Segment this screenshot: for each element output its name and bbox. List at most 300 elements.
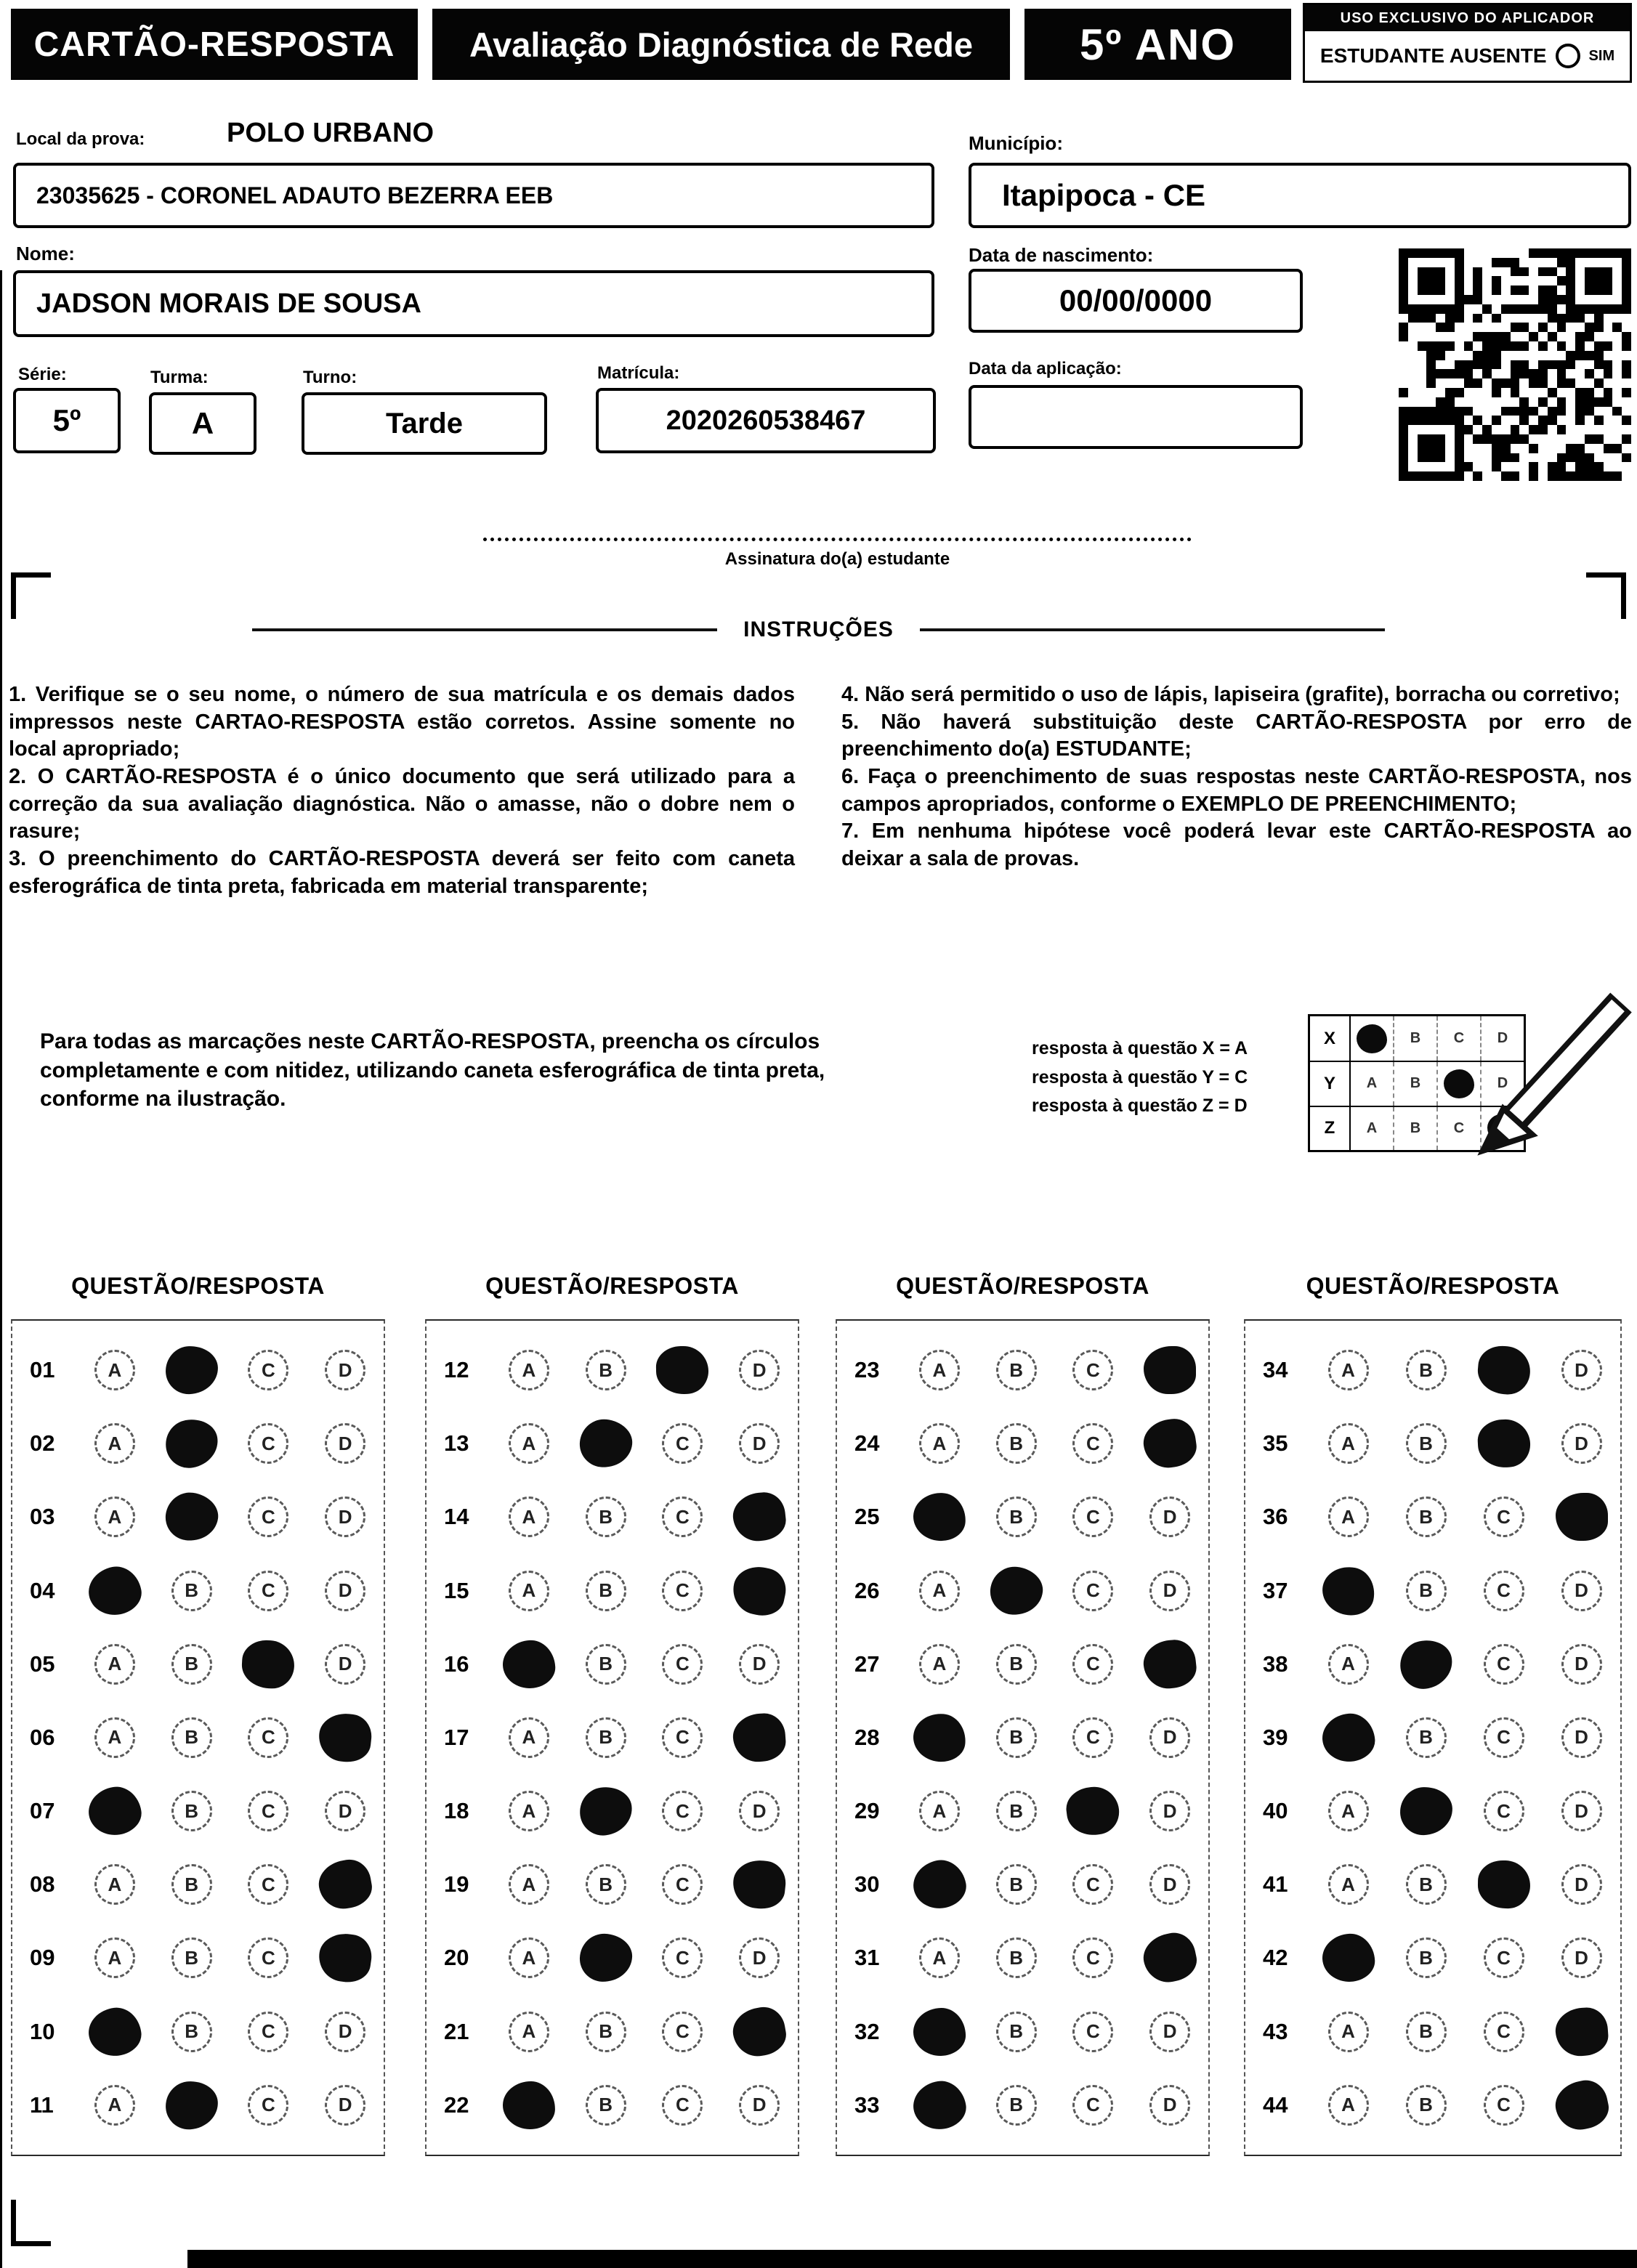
- bubble-b[interactable]: B: [171, 1864, 212, 1905]
- bubble-c[interactable]: C: [662, 1497, 703, 1537]
- option-cell-b: [567, 1717, 644, 1758]
- bubble-c[interactable]: C: [1072, 1937, 1113, 1978]
- bubble-d[interactable]: D: [325, 1350, 365, 1390]
- filled-mark-a[interactable]: [1321, 1933, 1375, 1984]
- option-cell-b: [1387, 1423, 1465, 1464]
- option-cell-d: [307, 1350, 384, 1390]
- bubble-a[interactable]: A: [94, 1644, 135, 1685]
- bubble-c[interactable]: C: [662, 1937, 703, 1978]
- option-cell-d: [721, 1644, 798, 1685]
- bubble-d[interactable]: D: [739, 1423, 780, 1464]
- bubble-b[interactable]: B: [996, 2012, 1037, 2052]
- filled-mark-a[interactable]: [501, 1639, 556, 1690]
- data-aplicacao-field[interactable]: [969, 385, 1303, 449]
- question-number: 22: [444, 2091, 469, 2118]
- bubble-c[interactable]: C: [248, 1350, 288, 1390]
- bubble-c[interactable]: C: [662, 1791, 703, 1831]
- question-number: 15: [444, 1577, 469, 1603]
- bubble-b[interactable]: B: [996, 1350, 1037, 1390]
- bubble-b[interactable]: B: [586, 1350, 626, 1390]
- bubble-b[interactable]: B: [171, 1571, 212, 1611]
- bubble-d[interactable]: D: [325, 2012, 365, 2052]
- option-cell-b: [978, 1350, 1055, 1390]
- bubble-d[interactable]: D: [325, 1571, 365, 1611]
- answers-column-header-1: QUESTÃO/RESPOSTA: [71, 1273, 325, 1299]
- option-cell-a: [490, 1423, 567, 1464]
- bubble-a[interactable]: A: [94, 1937, 135, 1978]
- bubble-c[interactable]: C: [1484, 1717, 1524, 1758]
- bubble-a[interactable]: A: [1328, 1791, 1369, 1831]
- bubble-a[interactable]: A: [509, 1791, 549, 1831]
- filled-mark-d[interactable]: [315, 1857, 375, 1913]
- question-number: 21: [444, 2018, 469, 2044]
- option-cell-b: [567, 1934, 644, 1982]
- bubble-b[interactable]: B: [586, 1864, 626, 1905]
- question-number: 44: [1263, 2091, 1288, 2118]
- bubble-d[interactable]: D: [1561, 1644, 1602, 1685]
- option-cell-a: [490, 2081, 567, 2129]
- bubble-d[interactable]: D: [1561, 1791, 1602, 1831]
- bubble-a[interactable]: A: [94, 1350, 135, 1390]
- option-cell-b: [1387, 2012, 1465, 2052]
- answers-column-header-2: QUESTÃO/RESPOSTA: [485, 1273, 739, 1299]
- question-number: 11: [30, 2091, 54, 2118]
- option-cell-b: [153, 1644, 230, 1685]
- filled-mark-c[interactable]: [241, 1639, 296, 1690]
- answer-row: [837, 2008, 1208, 2056]
- option-cell-b: [567, 2012, 644, 2052]
- bubble-b[interactable]: B: [1406, 1497, 1447, 1537]
- answer-row: [1245, 1860, 1620, 1908]
- option-cell-d: [721, 2008, 798, 2056]
- option-cell-a: [1309, 1934, 1387, 1982]
- bubble-c[interactable]: C: [1072, 2012, 1113, 2052]
- filled-mark-b[interactable]: [163, 2079, 219, 2131]
- bubble-b[interactable]: B: [996, 1644, 1037, 1685]
- nome-label: Nome:: [16, 243, 75, 264]
- bubble-b[interactable]: B: [996, 1423, 1037, 1464]
- bubble-a[interactable]: A: [1328, 2085, 1369, 2126]
- bubble-c[interactable]: C: [1484, 2085, 1524, 2126]
- option-cell-a: [76, 1497, 153, 1537]
- filled-mark-d[interactable]: [1139, 1929, 1200, 1988]
- option-cell-d: [721, 1714, 798, 1762]
- bubble-b[interactable]: B: [586, 1717, 626, 1758]
- bubble-c[interactable]: C: [1484, 1497, 1524, 1537]
- filled-mark-d[interactable]: [731, 1491, 788, 1544]
- option-cell-a: [76, 1717, 153, 1758]
- filled-mark-d[interactable]: [1141, 1637, 1199, 1690]
- option-cell-a: [1309, 1791, 1387, 1831]
- option-cell-b: [978, 1644, 1055, 1685]
- bubble-c[interactable]: C: [1072, 2085, 1113, 2126]
- question-number: 19: [444, 1871, 469, 1898]
- bubble-a[interactable]: A: [509, 1423, 549, 1464]
- option-cell-c: [1055, 1571, 1132, 1611]
- bubble-c[interactable]: C: [662, 1571, 703, 1611]
- bubble-c[interactable]: C: [248, 1423, 288, 1464]
- bubble-b[interactable]: B: [586, 2085, 626, 2126]
- answer-row: [1245, 2008, 1620, 2056]
- filled-mark-c[interactable]: [1476, 1344, 1532, 1396]
- bubble-a[interactable]: A: [509, 1497, 549, 1537]
- legend-line-y: resposta à questão Y = C: [1032, 1066, 1248, 1088]
- question-number: 25: [854, 1504, 880, 1530]
- option-cell-a: [901, 1350, 978, 1390]
- bubble-b[interactable]: B: [586, 1644, 626, 1685]
- option-cell-a: [490, 1864, 567, 1905]
- option-cell-a: [901, 2081, 978, 2129]
- answer-row: [837, 1640, 1208, 1688]
- bubble-c[interactable]: C: [1484, 1644, 1524, 1685]
- bubble-b[interactable]: B: [171, 1717, 212, 1758]
- bubble-a[interactable]: A: [1328, 1423, 1369, 1464]
- filled-mark-a[interactable]: [912, 1492, 966, 1543]
- option-cell-d: [1131, 1791, 1208, 1831]
- filled-mark-b[interactable]: [987, 1564, 1045, 1617]
- bubble-d[interactable]: D: [1149, 1791, 1190, 1831]
- bubble-b[interactable]: B: [586, 1497, 626, 1537]
- bubble-b[interactable]: B: [171, 2012, 212, 2052]
- heading-rule-right: [920, 628, 1385, 631]
- filled-mark-d[interactable]: [732, 1712, 787, 1764]
- bubble-a[interactable]: A: [509, 1571, 549, 1611]
- option-cell-c: [1055, 2012, 1132, 2052]
- filled-mark-b[interactable]: [164, 1345, 218, 1395]
- filled-mark-d[interactable]: [1556, 1493, 1608, 1541]
- question-number: 34: [1263, 1357, 1288, 1383]
- option-cell-d: [307, 1791, 384, 1831]
- option-cell-a: [76, 1937, 153, 1978]
- option-cell-b: [153, 1346, 230, 1394]
- option-cell-a: [901, 1714, 978, 1762]
- answer-row: [1245, 1787, 1620, 1835]
- example-cell-c: C: [1436, 1016, 1480, 1061]
- bubble-b[interactable]: B: [996, 1717, 1037, 1758]
- filled-mark-c[interactable]: [656, 1346, 709, 1395]
- filled-mark-a[interactable]: [1320, 1712, 1376, 1764]
- bubble-c[interactable]: C: [1072, 1644, 1113, 1685]
- filled-mark-a[interactable]: [911, 1712, 967, 1764]
- bubble-c[interactable]: C: [662, 1717, 703, 1758]
- bubble-a[interactable]: A: [1328, 1864, 1369, 1905]
- bubble-c[interactable]: C: [1072, 1571, 1113, 1611]
- question-number: 07: [30, 1798, 55, 1824]
- option-cell-a: [901, 1493, 978, 1541]
- bubble-b[interactable]: B: [1406, 1571, 1447, 1611]
- bubble-d[interactable]: D: [1149, 1571, 1190, 1611]
- option-cell-c: [1465, 2085, 1543, 2126]
- filled-mark-a[interactable]: [84, 1562, 145, 1619]
- filled-mark-d[interactable]: [1141, 1417, 1199, 1471]
- bubble-c[interactable]: C: [248, 2012, 288, 2052]
- option-cell-b: [1387, 1864, 1465, 1905]
- aplicador-box: [1303, 3, 1632, 83]
- bubble-b[interactable]: B: [1406, 2085, 1447, 2126]
- answer-row: [1245, 1493, 1620, 1541]
- bubble-d[interactable]: D: [325, 1644, 365, 1685]
- bubble-b[interactable]: B: [996, 1791, 1037, 1831]
- bubble-c[interactable]: C: [1484, 1571, 1524, 1611]
- bubble-a[interactable]: A: [94, 2085, 135, 2126]
- answer-row: [427, 1640, 798, 1688]
- bubble-b[interactable]: B: [1406, 1937, 1447, 1978]
- option-cell-b: [567, 1497, 644, 1537]
- option-cell-a: [76, 1350, 153, 1390]
- option-cell-d: [307, 1423, 384, 1464]
- option-cell-c: [230, 1640, 307, 1688]
- bubble-d[interactable]: D: [325, 1791, 365, 1831]
- question-number: 06: [30, 1724, 55, 1750]
- filled-mark-d[interactable]: [316, 1931, 374, 1985]
- bubble-b[interactable]: B: [171, 1644, 212, 1685]
- bubble-c[interactable]: C: [248, 1717, 288, 1758]
- filled-mark-b[interactable]: [577, 1417, 634, 1470]
- filled-mark-c[interactable]: [1064, 1784, 1123, 1838]
- filled-mark-d[interactable]: [729, 2004, 789, 2060]
- bubble-d[interactable]: D: [739, 1791, 780, 1831]
- bubble-c[interactable]: C: [662, 1423, 703, 1464]
- option-cell-a: [1309, 2012, 1387, 2052]
- example-cell-b: B: [1393, 1107, 1436, 1150]
- option-cell-a: [901, 1644, 978, 1685]
- filled-mark-b[interactable]: [161, 1416, 221, 1473]
- answer-row: [12, 1714, 384, 1762]
- question-number: 16: [444, 1651, 469, 1677]
- filled-mark-a[interactable]: [910, 2077, 969, 2132]
- bubble-a[interactable]: A: [919, 1350, 960, 1390]
- option-cell-a: [1309, 1644, 1387, 1685]
- signature-line[interactable]: [483, 538, 1192, 541]
- bubble-b[interactable]: B: [1406, 1350, 1447, 1390]
- bubble-c[interactable]: C: [662, 1864, 703, 1905]
- question-number: 30: [854, 1871, 880, 1898]
- bubble-d[interactable]: D: [1561, 1717, 1602, 1758]
- bubble-c[interactable]: C: [1072, 1717, 1113, 1758]
- filled-mark-d[interactable]: [731, 1858, 788, 1911]
- matricula-field: 2020260538467: [596, 388, 936, 453]
- bubble-b[interactable]: B: [586, 2012, 626, 2052]
- question-number: 27: [854, 1651, 880, 1677]
- bubble-d[interactable]: D: [1561, 1571, 1602, 1611]
- bubble-d[interactable]: D: [1561, 1350, 1602, 1390]
- question-number: 02: [30, 1430, 55, 1457]
- bubble-b[interactable]: B: [996, 1497, 1037, 1537]
- bubble-a[interactable]: A: [94, 1423, 135, 1464]
- question-number: 03: [30, 1504, 55, 1530]
- crop-mark-top-right: [1586, 572, 1626, 619]
- option-cell-c: [230, 2085, 307, 2126]
- bubble-d[interactable]: D: [1149, 1717, 1190, 1758]
- filled-mark-a[interactable]: [1318, 1562, 1378, 1619]
- option-cell-b: [978, 1937, 1055, 1978]
- bubble-c[interactable]: C: [662, 1644, 703, 1685]
- option-cell-c: [1465, 1937, 1543, 1978]
- bubble-b[interactable]: B: [1406, 2012, 1447, 2052]
- option-cell-b: [153, 1791, 230, 1831]
- bubble-c[interactable]: C: [1072, 1423, 1113, 1464]
- ausente-checkbox-circle[interactable]: [1556, 44, 1580, 68]
- bubble-a[interactable]: A: [509, 1937, 549, 1978]
- bubble-c[interactable]: C: [1072, 1497, 1113, 1537]
- option-cell-d: [1131, 1864, 1208, 1905]
- instruction-item-7: 7. Em nenhuma hipótese você poderá levar este CARTÃO-RESPOSTA ao deixar a sala de provas.: [841, 819, 1632, 871]
- option-cell-b: [567, 1350, 644, 1390]
- heading-rule-left: [252, 628, 717, 631]
- bubble-b[interactable]: B: [586, 1571, 626, 1611]
- answers-column-1: [11, 1319, 385, 2156]
- bubble-c[interactable]: C: [1484, 1937, 1524, 1978]
- filled-mark-b[interactable]: [1399, 1786, 1452, 1836]
- example-cell-a: A: [1349, 1107, 1393, 1150]
- bubble-c[interactable]: C: [248, 1497, 288, 1537]
- question-number: 01: [30, 1357, 55, 1383]
- bubble-d[interactable]: D: [739, 1350, 780, 1390]
- crop-mark-bottom-left: [11, 2200, 51, 2246]
- filled-mark-a[interactable]: [909, 1856, 969, 1913]
- filled-mark-a[interactable]: [85, 1783, 144, 1839]
- ausente-row: [1305, 31, 1630, 81]
- question-number: 37: [1263, 1577, 1288, 1603]
- bubble-c[interactable]: C: [248, 2085, 288, 2126]
- bubble-d[interactable]: D: [325, 2085, 365, 2126]
- question-number: 40: [1263, 1798, 1288, 1824]
- option-cell-b: [567, 1571, 644, 1611]
- filled-mark-d[interactable]: [1551, 2076, 1612, 2134]
- bubble-c[interactable]: C: [248, 1864, 288, 1905]
- filled-mark-c[interactable]: [1476, 1418, 1531, 1469]
- bubble-a[interactable]: A: [509, 1350, 549, 1390]
- bubble-c[interactable]: C: [1072, 1350, 1113, 1390]
- option-cell-c: [644, 1346, 722, 1394]
- bubble-d[interactable]: D: [1561, 1864, 1602, 1905]
- option-cell-b: [978, 1864, 1055, 1905]
- option-cell-c: [230, 1937, 307, 1978]
- bubble-a[interactable]: A: [1328, 1644, 1369, 1685]
- filled-mark-d[interactable]: [1144, 1346, 1196, 1394]
- bubble-a[interactable]: A: [94, 1497, 135, 1537]
- option-cell-b: [153, 1571, 230, 1611]
- filled-mark-b[interactable]: [576, 1783, 634, 1838]
- bubble-d[interactable]: D: [1149, 1497, 1190, 1537]
- question-number: 05: [30, 1651, 55, 1677]
- bubble-d[interactable]: D: [1149, 2012, 1190, 2052]
- bubble-a[interactable]: A: [94, 1864, 135, 1905]
- filled-mark-b[interactable]: [578, 1933, 632, 1983]
- option-cell-d: [1543, 1423, 1620, 1464]
- bubble-c[interactable]: C: [662, 2085, 703, 2126]
- bubble-b[interactable]: B: [1406, 1423, 1447, 1464]
- bubble-b[interactable]: B: [996, 1937, 1037, 1978]
- bubble-d[interactable]: D: [325, 1423, 365, 1464]
- bubble-d[interactable]: D: [1561, 1937, 1602, 1978]
- bubble-d[interactable]: D: [739, 1644, 780, 1685]
- filled-mark-b[interactable]: [1395, 1635, 1456, 1693]
- bubble-d[interactable]: D: [739, 1937, 780, 1978]
- local-da-prova-label: Local da prova:: [16, 129, 145, 149]
- bubble-c[interactable]: C: [248, 1937, 288, 1978]
- bubble-a[interactable]: A: [919, 1423, 960, 1464]
- bubble-a[interactable]: A: [919, 1791, 960, 1831]
- filled-mark-d[interactable]: [317, 1711, 374, 1764]
- bubble-d[interactable]: D: [1149, 2085, 1190, 2126]
- bubble-a[interactable]: A: [509, 1717, 549, 1758]
- bubble-b[interactable]: B: [171, 1791, 212, 1831]
- option-cell-b: [1387, 2085, 1465, 2126]
- option-cell-d: [1131, 1717, 1208, 1758]
- bubble-a[interactable]: A: [94, 1717, 135, 1758]
- qr-code: [1399, 248, 1631, 481]
- bubble-d[interactable]: D: [1149, 1864, 1190, 1905]
- filled-mark-a[interactable]: [913, 2007, 966, 2056]
- bubble-c[interactable]: C: [248, 1571, 288, 1611]
- bubble-a[interactable]: A: [509, 2012, 549, 2052]
- scan-edge-line: [0, 270, 2, 2268]
- bubble-b[interactable]: B: [171, 1937, 212, 1978]
- option-cell-a: [490, 1937, 567, 1978]
- option-cell-b: [567, 2085, 644, 2126]
- question-number: 28: [854, 1724, 880, 1750]
- answer-row: [12, 2008, 384, 2056]
- answer-row: [12, 1787, 384, 1835]
- answers-column-header-4: QUESTÃO/RESPOSTA: [1306, 1273, 1560, 1299]
- option-cell-c: [1465, 1644, 1543, 1685]
- answer-row: [427, 1714, 798, 1762]
- bubble-c[interactable]: C: [1484, 2012, 1524, 2052]
- option-cell-c: [1465, 1419, 1543, 1467]
- signature-label: Assinatura do(a) estudante: [724, 549, 950, 569]
- filled-mark-d[interactable]: [1553, 2006, 1609, 2057]
- filled-mark-c[interactable]: [1477, 1860, 1530, 1909]
- data-nascimento-field: 00/00/0000: [969, 269, 1303, 333]
- bubble-c[interactable]: C: [248, 1791, 288, 1831]
- bubble-d[interactable]: D: [739, 2085, 780, 2126]
- bubble-b[interactable]: B: [996, 1864, 1037, 1905]
- bubble-b[interactable]: B: [1406, 1864, 1447, 1905]
- filled-mark-d[interactable]: [729, 1562, 790, 1620]
- filled-mark-b[interactable]: [162, 1490, 220, 1544]
- bubble-c[interactable]: C: [662, 2012, 703, 2052]
- bubble-b[interactable]: B: [996, 2085, 1037, 2126]
- answer-row: [12, 1493, 384, 1541]
- filled-mark-a[interactable]: [502, 2081, 555, 2129]
- bubble-a[interactable]: A: [919, 1571, 960, 1611]
- answers-column-header-3: QUESTÃO/RESPOSTA: [896, 1273, 1149, 1299]
- bubble-a[interactable]: A: [1328, 1497, 1369, 1537]
- filled-mark-a[interactable]: [86, 2004, 144, 2058]
- bubble-a[interactable]: A: [919, 1937, 960, 1978]
- bubble-c[interactable]: C: [1072, 1864, 1113, 1905]
- example-cell-d: D: [1480, 1062, 1524, 1105]
- data-nascimento-label: Data de nascimento:: [969, 244, 1154, 266]
- option-cell-d: [1543, 1350, 1620, 1390]
- bubble-d[interactable]: D: [1561, 1423, 1602, 1464]
- bubble-a[interactable]: A: [1328, 2012, 1369, 2052]
- bubble-a[interactable]: A: [919, 1644, 960, 1685]
- bubble-d[interactable]: D: [325, 1497, 365, 1537]
- example-row-label: X: [1323, 1028, 1335, 1048]
- answer-row: [837, 1934, 1208, 1982]
- option-cell-b: [153, 2081, 230, 2129]
- example-filled-mark: [1357, 1024, 1387, 1053]
- bubble-a[interactable]: A: [1328, 1350, 1369, 1390]
- answer-row: [837, 1419, 1208, 1467]
- option-cell-d: [721, 1567, 798, 1615]
- bubble-a[interactable]: A: [509, 1864, 549, 1905]
- question-number: 23: [854, 1357, 880, 1383]
- bubble-b[interactable]: B: [1406, 1717, 1447, 1758]
- bubble-c[interactable]: C: [1484, 1791, 1524, 1831]
